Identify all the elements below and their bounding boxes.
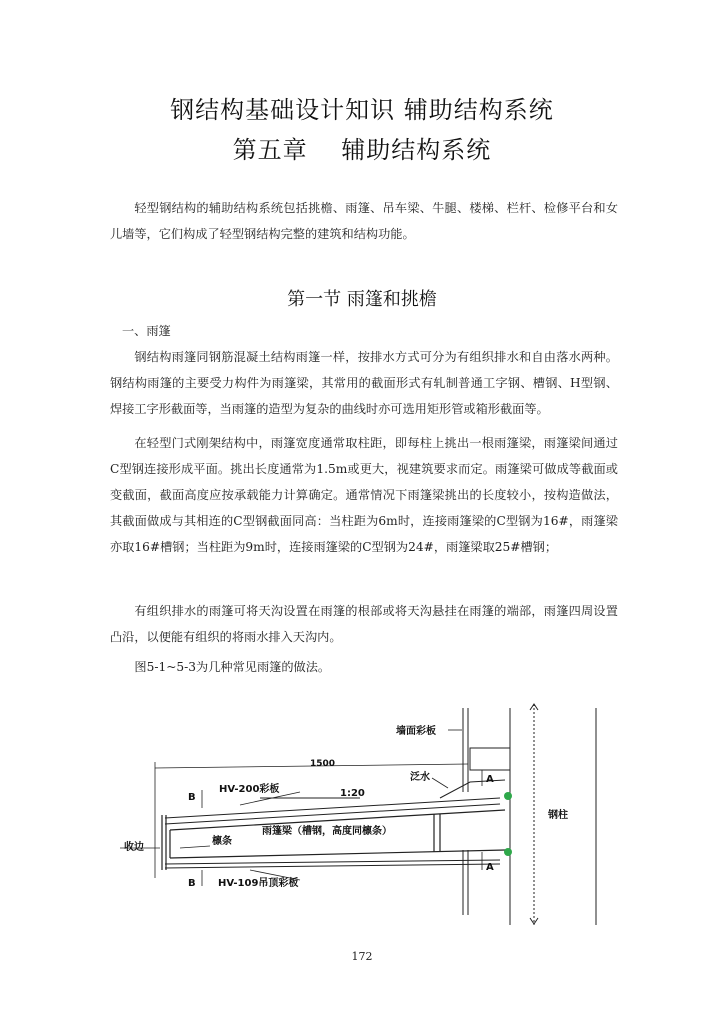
connection-marker-top xyxy=(504,792,512,800)
section-title: 第一节 雨篷和挑檐 xyxy=(287,289,437,310)
label-wall-panel: 墙面彩板 xyxy=(396,726,436,737)
canopy-detail-figure xyxy=(0,700,724,930)
label-column: 钢柱 xyxy=(548,810,568,821)
body-paragraph-2: 在轻型门式刚架结构中，雨篷宽度通常取柱距，即每柱上挑出一根雨篷梁，雨篷梁间通过C型钢连接形成平面。挑出长度通常为1.5m或更大，视建筑要求而定。雨篷梁可做成等截面或变截面，截面高度应按承载能力计算确定。通常情况下雨篷梁挑出的长度较小，按构造做法，其截面做成与其相连的C型钢截面同高：当柱距为6m时，连接雨篷梁的C型钢为16#，雨篷梁亦取16#槽钢；当柱距为9m时，连接雨篷梁的C型钢为24#，雨篷梁取25#槽钢； xyxy=(110,436,618,554)
body-paragraph-4: 图5-1~5-3为几种常见雨篷的做法。 xyxy=(134,660,331,674)
label-mark-a-bottom: A xyxy=(486,862,494,873)
page-number: 172 xyxy=(351,950,373,963)
body-paragraph-3: 有组织排水的雨篷可将天沟设置在雨篷的根部或将天沟悬挂在雨篷的端部，雨篷四周设置凸沿，以便能有组织的将雨水排入天沟内。 xyxy=(110,604,618,644)
connection-marker-bottom xyxy=(504,848,512,856)
document-title: 钢结构基础设计知识 辅助结构系统 xyxy=(170,96,554,124)
flashing xyxy=(440,780,505,798)
label-dimension: 1500 xyxy=(310,759,336,769)
body-paragraph-1: 钢结构雨篷同钢筋混凝土结构雨篷一样，按排水方式可分为有组织排水和自由落水两种。钢结构雨篷的主要受力构件为雨篷梁，其常用的截面形式有轧制普通工字钢、槽钢、H型钢、焊接工字形截面等，当雨篷的造型为复杂的曲线时亦可选用矩形管或箱形截面等。 xyxy=(110,350,618,416)
label-mark-b-bottom: B xyxy=(188,878,196,889)
label-flashing: 泛水 xyxy=(410,772,430,783)
label-purlin: 檩条 xyxy=(212,836,232,847)
label-mark-a-top: A xyxy=(486,774,494,785)
label-slope: 1:20 xyxy=(340,788,365,799)
soffit-panel xyxy=(165,860,500,868)
label-top-panel: HV-200彩板 xyxy=(219,784,280,795)
label-mark-b-top: B xyxy=(188,792,196,803)
edge-trim xyxy=(162,815,166,870)
intro-paragraph: 轻型钢结构的辅助结构系统包括挑檐、雨篷、吊车梁、牛腿、楼梯、栏杆、检修平台和女儿墙等，它们构成了轻型钢结构完整的建筑和结构功能。 xyxy=(110,201,618,241)
label-edge: 收边 xyxy=(124,842,144,853)
label-soffit-panel: HV-109吊顶彩板 xyxy=(218,878,299,889)
label-beam: 雨篷梁（槽钢，高度同檩条） xyxy=(262,826,392,837)
subheading: 一、雨篷 xyxy=(122,324,171,338)
chapter-title: 第五章 辅助结构系统 xyxy=(232,136,492,164)
